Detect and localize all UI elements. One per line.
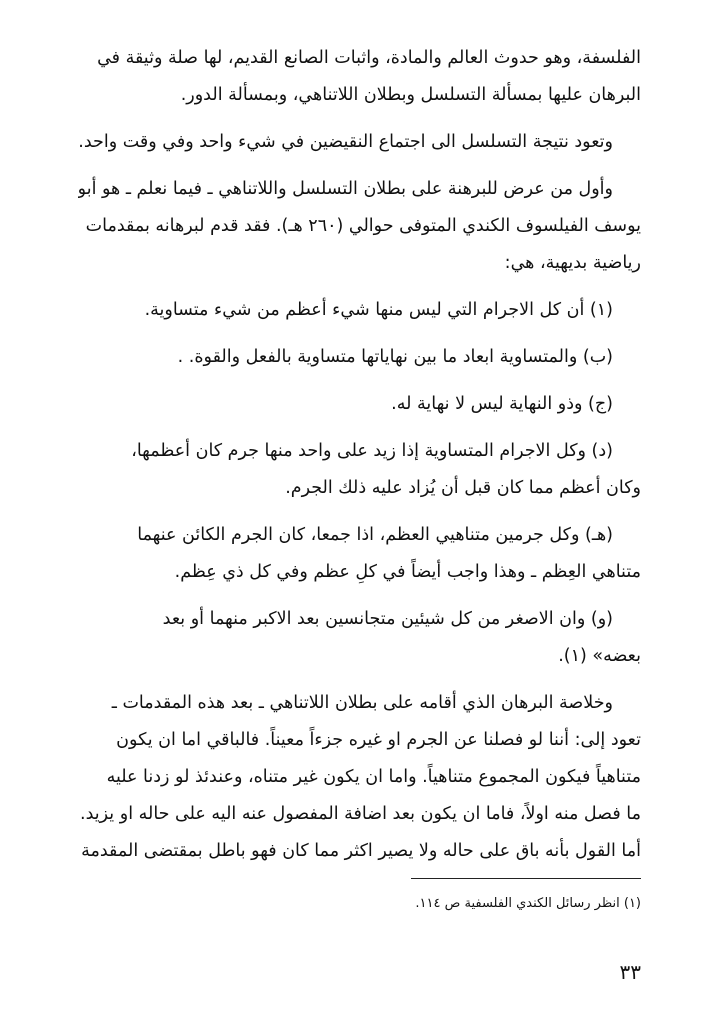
text-line: متناهي العِظم ـ وهذا واجب أيضاً في كلِ عظم وفي كل ذي عِظم. bbox=[174, 562, 641, 582]
paragraph bbox=[78, 124, 641, 161]
text-line: (ج) وذو النهاية ليس لا نهاية له. bbox=[391, 394, 613, 414]
page-number: ٣٣ bbox=[619, 960, 641, 984]
text-line: ما فصل منه اولاً، فاما ان يكون بعد اضافة المفصول عنه اليه على حاله او يزيد. bbox=[80, 804, 641, 824]
text-line: أما القول بأنه باق على حاله ولا يصير اكثر مما كان فهو باطل بمقتضى المقدمة bbox=[81, 841, 641, 861]
text-line: (١) أن كل الاجرام التي ليس منها شيء أعظم من شيء متساوية. bbox=[144, 300, 613, 320]
premise-paragraph bbox=[78, 339, 641, 376]
premise-paragraph bbox=[78, 386, 641, 423]
paragraph bbox=[78, 685, 641, 870]
paragraph bbox=[78, 171, 641, 282]
paragraph-gap bbox=[78, 161, 641, 171]
premise-paragraph bbox=[78, 433, 641, 507]
paragraph-gap bbox=[78, 675, 641, 685]
footnote: (١) انظر رسائل الكندي الفلسفية ص ١١٤. bbox=[415, 896, 641, 911]
text-line: تعود إلى: أننا لو فصلنا عن الجرم او غيره جزءاً معيناً. فالباقي اما ان يكون bbox=[116, 730, 641, 750]
paragraph-gap bbox=[78, 376, 641, 386]
text-line: يوسف الفيلسوف الكندي المتوفى حوالي (٢٦٠ هـ). فقد قدم لبرهانه بمقدمات bbox=[85, 216, 641, 236]
paragraph-gap bbox=[78, 282, 641, 292]
text-line: (و) وان الاصغر من كل شيئين متجانسين بعد الاكبر منهما أو بعد bbox=[162, 609, 613, 629]
paragraph-gap bbox=[78, 507, 641, 517]
text-line: وخلاصة البرهان الذي أقامه على بطلان اللاتناهي ـ بعد هذه المقدمات ـ bbox=[111, 693, 613, 713]
text-line: (د) وكل الاجرام المتساوية إذا زيد على واحد منها جرم كان أعظمها، bbox=[131, 441, 613, 461]
text-line: البرهان عليها بمسألة التسلسل وبطلان اللاتناهي، وبمسألة الدور. bbox=[180, 85, 641, 105]
premise-paragraph bbox=[78, 292, 641, 329]
paragraph-gap bbox=[78, 591, 641, 601]
paragraph-gap bbox=[78, 329, 641, 339]
paragraph bbox=[78, 40, 641, 114]
text-line: وكان أعظم مما كان قبل أن يُزاد عليه ذلك الجرم. bbox=[285, 478, 641, 498]
premise-paragraph bbox=[78, 517, 641, 591]
text-line: متناهياً فيكون المجموع متناهياً. واما ان يكون غير متناه، وعندئذ لو زدنا عليه bbox=[106, 767, 641, 787]
paragraph-gap bbox=[78, 114, 641, 124]
text-line: رياضية بديهية، هي: bbox=[504, 253, 641, 273]
text-line: (ب) والمتساوية ابعاد ما بين نهاياتها متساوية بالفعل والقوة. . bbox=[177, 347, 613, 367]
premise-paragraph bbox=[78, 601, 641, 675]
text-line: الفلسفة، وهو حدوث العالم والمادة، واثبات الصانع القديم، لها صلة وثيقة في bbox=[97, 48, 641, 68]
text-line: بعضه» (١). bbox=[558, 646, 641, 666]
text-line: وتعود نتيجة التسلسل الى اجتماع النقيضين في شيء واحد وفي وقت واحد. bbox=[78, 132, 613, 152]
body-text bbox=[78, 40, 641, 880]
paragraph-gap bbox=[78, 423, 641, 433]
footnote-rule bbox=[411, 878, 641, 879]
text-line: وأول من عرض للبرهنة على بطلان التسلسل واللاتناهي ـ فيما نعلم ـ هو أبو bbox=[78, 179, 613, 199]
text-line: (هـ) وكل جرمين متناهيي العظم، اذا جمعا، كان الجرم الكائن عنهما bbox=[137, 525, 613, 545]
